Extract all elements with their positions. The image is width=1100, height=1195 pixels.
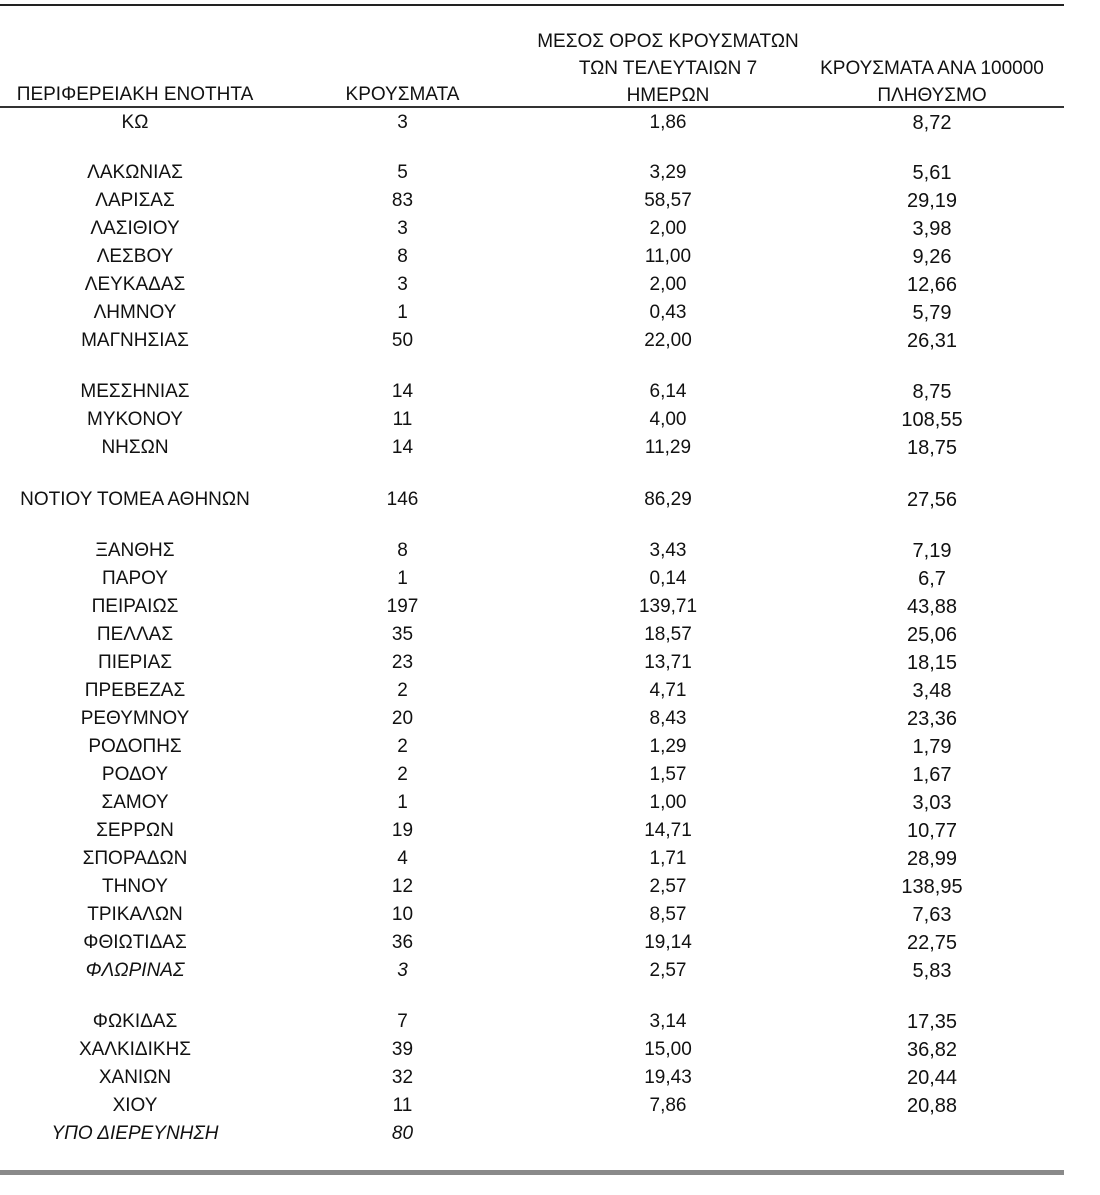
header-avg7-line1: ΜΕΣΟΣ ΟΡΟΣ ΚΡΟΥΣΜΑΤΩΝ: [537, 31, 799, 52]
cell-cases: 11: [392, 409, 413, 430]
header-avg7-line2: ΤΩΝ ΤΕΛΕΥΤΑΙΩΝ 7: [578, 58, 758, 79]
cell-avg7: 3,43: [649, 540, 687, 561]
cell-cases: 32: [391, 1067, 414, 1088]
bottom-rule: [0, 1170, 1064, 1175]
cell-avg7: 0,14: [649, 568, 687, 589]
header-rule: [0, 106, 1064, 108]
table-row: [0, 817, 1064, 845]
cell-per100k: 18,15: [906, 652, 958, 674]
cell-region: ΛΑΣΙΘΙΟΥ: [90, 218, 180, 239]
table-row: [0, 845, 1064, 873]
cell-region: ΧΑΝΙΩΝ: [98, 1067, 172, 1088]
cell-cases: 3: [397, 274, 408, 295]
cell-cases: 50: [391, 330, 414, 351]
cell-region: ΦΛΩΡΙΝΑΣ: [85, 960, 185, 981]
cell-avg7: 11,29: [644, 437, 692, 458]
table-row: [0, 565, 1064, 593]
cell-avg7: 4,00: [649, 409, 687, 430]
cell-region: ΦΩΚΙΔΑΣ: [92, 1011, 178, 1032]
cell-cases: 2: [397, 680, 408, 701]
header-region: ΠΕΡΙΦΕΡΕΙΑΚΗ ΕΝΟΤΗΤΑ: [16, 84, 254, 105]
cell-cases: 7: [397, 1011, 408, 1032]
cell-region: ΧΑΛΚΙΔΙΚΗΣ: [78, 1039, 192, 1060]
cell-region: ΡΕΘΥΜΝΟΥ: [80, 708, 190, 729]
cell-per100k: 3,03: [912, 792, 952, 814]
cell-cases: 80: [391, 1123, 414, 1144]
table-row: [0, 705, 1064, 733]
cell-per100k: 9,26: [912, 246, 952, 268]
cell-region: ΣΕΡΡΩΝ: [96, 820, 174, 841]
cell-cases: 2: [397, 764, 408, 785]
cell-per100k: 8,75: [912, 381, 952, 403]
cell-cases: 39: [391, 1039, 414, 1060]
cell-region: ΜΑΓΝΗΣΙΑΣ: [81, 330, 189, 351]
table-row: [0, 621, 1064, 649]
cell-avg7: 13,71: [644, 652, 692, 673]
table-row: [0, 299, 1064, 327]
cell-cases: 2: [397, 736, 408, 757]
cell-region: ΝΟΤΙΟΥ ΤΟΜΕΑ ΑΘΗΝΩΝ: [20, 489, 250, 510]
table-row: [0, 593, 1064, 621]
header-per100k: [798, 55, 1066, 109]
table-row: [0, 537, 1064, 565]
cell-region: ΞΑΝΘΗΣ: [95, 540, 175, 561]
cell-cases: 14: [391, 437, 414, 458]
cell-region: ΛΗΜΝΟΥ: [93, 302, 177, 323]
cell-per100k: 1,79: [912, 736, 952, 758]
cell-avg7: 14,71: [644, 820, 692, 841]
table-row: [0, 929, 1064, 957]
cell-cases: 3: [397, 218, 408, 239]
table-row: [0, 1092, 1064, 1120]
cell-per100k: 3,48: [912, 680, 952, 702]
header-per100k-line2: ΠΛΗΘΥΣΜΟ: [877, 85, 987, 106]
cell-region: ΤΡΙΚΑΛΩΝ: [87, 904, 183, 925]
table-row: [0, 406, 1064, 434]
cell-avg7: 19,43: [644, 1067, 692, 1088]
cell-region: ΜΕΣΣΗΝΙΑΣ: [80, 381, 190, 402]
cell-cases: 4: [397, 848, 408, 869]
cell-cases: 197: [386, 596, 419, 617]
cell-cases: 3: [397, 112, 408, 133]
cell-per100k: 6,7: [918, 568, 946, 590]
cell-region: ΠΑΡΟΥ: [102, 568, 168, 589]
table-row: [0, 677, 1064, 705]
cell-region: ΝΗΣΩΝ: [101, 437, 169, 458]
cell-avg7: 2,00: [649, 218, 687, 239]
cell-region: ΡΟΔΟΠΗΣ: [88, 736, 182, 757]
cell-avg7: 4,71: [649, 680, 687, 701]
table-row: [0, 327, 1064, 355]
cell-avg7: 8,57: [649, 904, 687, 925]
cell-avg7: 86,29: [644, 489, 692, 510]
cell-per100k: 138,95: [901, 876, 963, 898]
cell-per100k: 8,72: [912, 112, 952, 134]
cell-cases: 35: [391, 624, 414, 645]
cell-region: ΡΟΔΟΥ: [101, 764, 169, 785]
cell-avg7: 3,14: [649, 1011, 687, 1032]
table-row: [0, 243, 1064, 271]
cell-region: ΛΑΡΙΣΑΣ: [95, 190, 175, 211]
cell-per100k: 5,83: [912, 960, 952, 982]
cell-per100k: 25,06: [906, 624, 958, 646]
cell-region: ΠΡΕΒΕΖΑΣ: [84, 680, 186, 701]
cell-region: ΛΕΥΚΑΔΑΣ: [84, 274, 186, 295]
cell-avg7: 58,57: [644, 190, 692, 211]
table-row: [0, 901, 1064, 929]
cell-region: ΛΑΚΩΝΙΑΣ: [87, 162, 183, 183]
cell-cases: 20: [391, 708, 414, 729]
cell-region: ΣΑΜΟΥ: [101, 792, 169, 813]
header-avg7: [512, 28, 824, 109]
cell-cases: 10: [391, 904, 414, 925]
cell-cases: 1: [397, 568, 408, 589]
cell-per100k: 22,75: [906, 932, 958, 954]
cell-avg7: 2,00: [649, 274, 687, 295]
cell-avg7: 8,43: [649, 708, 687, 729]
cell-avg7: 0,43: [649, 302, 687, 323]
cell-avg7: 19,14: [644, 932, 692, 953]
cell-region: ΠΕΛΛΑΣ: [96, 624, 174, 645]
table-row: [0, 873, 1064, 901]
cell-region: ΣΠΟΡΑΔΩΝ: [82, 848, 188, 869]
table-row: [0, 215, 1064, 243]
cell-per100k: 29,19: [906, 190, 958, 212]
header-cases: ΚΡΟΥΣΜΑΤΑ: [345, 84, 460, 105]
cell-per100k: 28,99: [906, 848, 958, 870]
cell-cases: 5: [397, 162, 408, 183]
cell-per100k: 27,56: [906, 489, 958, 511]
cell-per100k: 1,67: [912, 764, 952, 786]
cell-per100k: 7,63: [912, 904, 952, 926]
cell-cases: 1: [397, 792, 408, 813]
table-row: [0, 1008, 1064, 1036]
cell-avg7: 1,57: [649, 764, 687, 785]
cell-avg7: 18,57: [644, 624, 692, 645]
cell-per100k: 17,35: [906, 1011, 958, 1033]
cell-avg7: 1,00: [649, 792, 687, 813]
cell-avg7: 15,00: [644, 1039, 692, 1060]
cell-cases: 3: [397, 960, 408, 981]
table-row: [0, 1064, 1064, 1092]
table-row: [0, 957, 1064, 985]
cell-cases: 1: [397, 302, 408, 323]
cell-avg7: 6,14: [649, 381, 687, 402]
table-row: [0, 1036, 1064, 1064]
cell-cases: 23: [391, 652, 414, 673]
table-row: [0, 1120, 1064, 1148]
cell-avg7: 22,00: [644, 330, 692, 351]
cell-avg7: 2,57: [649, 876, 687, 897]
cell-avg7: 11,00: [644, 246, 692, 267]
cell-avg7: 1,71: [649, 848, 687, 869]
table-row: [0, 486, 1064, 514]
cell-cases: 12: [391, 876, 414, 897]
cell-per100k: 26,31: [906, 330, 958, 352]
cell-region: ΚΩ: [121, 112, 149, 133]
cell-region: ΜΥΚΟΝΟΥ: [87, 409, 183, 430]
cell-region: ΠΙΕΡΙΑΣ: [97, 652, 173, 673]
cell-cases: 8: [397, 540, 408, 561]
cell-per100k: 5,61: [912, 162, 952, 184]
cell-avg7: 139,71: [638, 596, 698, 617]
cell-cases: 8: [397, 246, 408, 267]
table-row: [0, 649, 1064, 677]
cell-cases: 146: [386, 489, 419, 510]
cell-region: ΤΗΝΟΥ: [102, 876, 168, 897]
cell-region: ΠΕΙΡΑΙΩΣ: [91, 596, 179, 617]
header-avg7-line3: ΗΜΕΡΩΝ: [626, 85, 710, 106]
cell-avg7: 3,29: [649, 162, 687, 183]
cell-per100k: 7,19: [912, 540, 952, 562]
table-row: [0, 434, 1064, 462]
table-row: [0, 789, 1064, 817]
cell-region: ΛΕΣΒΟΥ: [96, 246, 174, 267]
cell-cases: 36: [391, 932, 414, 953]
cell-region: ΧΙΟΥ: [112, 1095, 158, 1116]
cell-cases: 19: [391, 820, 414, 841]
table-header: [0, 0, 1064, 108]
cell-per100k: 20,88: [906, 1095, 958, 1117]
cell-region: ΦΘΙΩΤΙΔΑΣ: [83, 932, 187, 953]
table-row: [0, 378, 1064, 406]
table-row: [0, 761, 1064, 789]
cell-cases: 11: [392, 1095, 413, 1116]
cell-per100k: 3,98: [912, 218, 952, 240]
cell-per100k: 23,36: [906, 708, 958, 730]
cell-cases: 14: [391, 381, 414, 402]
cell-per100k: 36,82: [906, 1039, 958, 1061]
table-row: [0, 271, 1064, 299]
table-row: [0, 187, 1064, 215]
table-row: [0, 159, 1064, 187]
cell-per100k: 108,55: [901, 409, 963, 431]
cell-region: ΥΠΟ ΔΙΕΡΕΥΝΗΣΗ: [51, 1123, 219, 1144]
cell-per100k: 5,79: [912, 302, 952, 324]
cell-per100k: 20,44: [906, 1067, 958, 1089]
cell-avg7: 2,57: [649, 960, 687, 981]
cell-per100k: 10,77: [906, 820, 958, 842]
cell-per100k: 18,75: [906, 437, 958, 459]
cell-per100k: 43,88: [906, 596, 958, 618]
cell-cases: 83: [391, 190, 414, 211]
table-row: [0, 733, 1064, 761]
cell-avg7: 7,86: [649, 1095, 687, 1116]
cell-avg7: 1,86: [649, 112, 687, 133]
cell-avg7: 1,29: [649, 736, 687, 757]
table-row: [0, 109, 1064, 137]
cell-per100k: 12,66: [906, 274, 958, 296]
header-per100k-line1: ΚΡΟΥΣΜΑΤΑ ΑΝΑ 100000: [820, 58, 1044, 79]
